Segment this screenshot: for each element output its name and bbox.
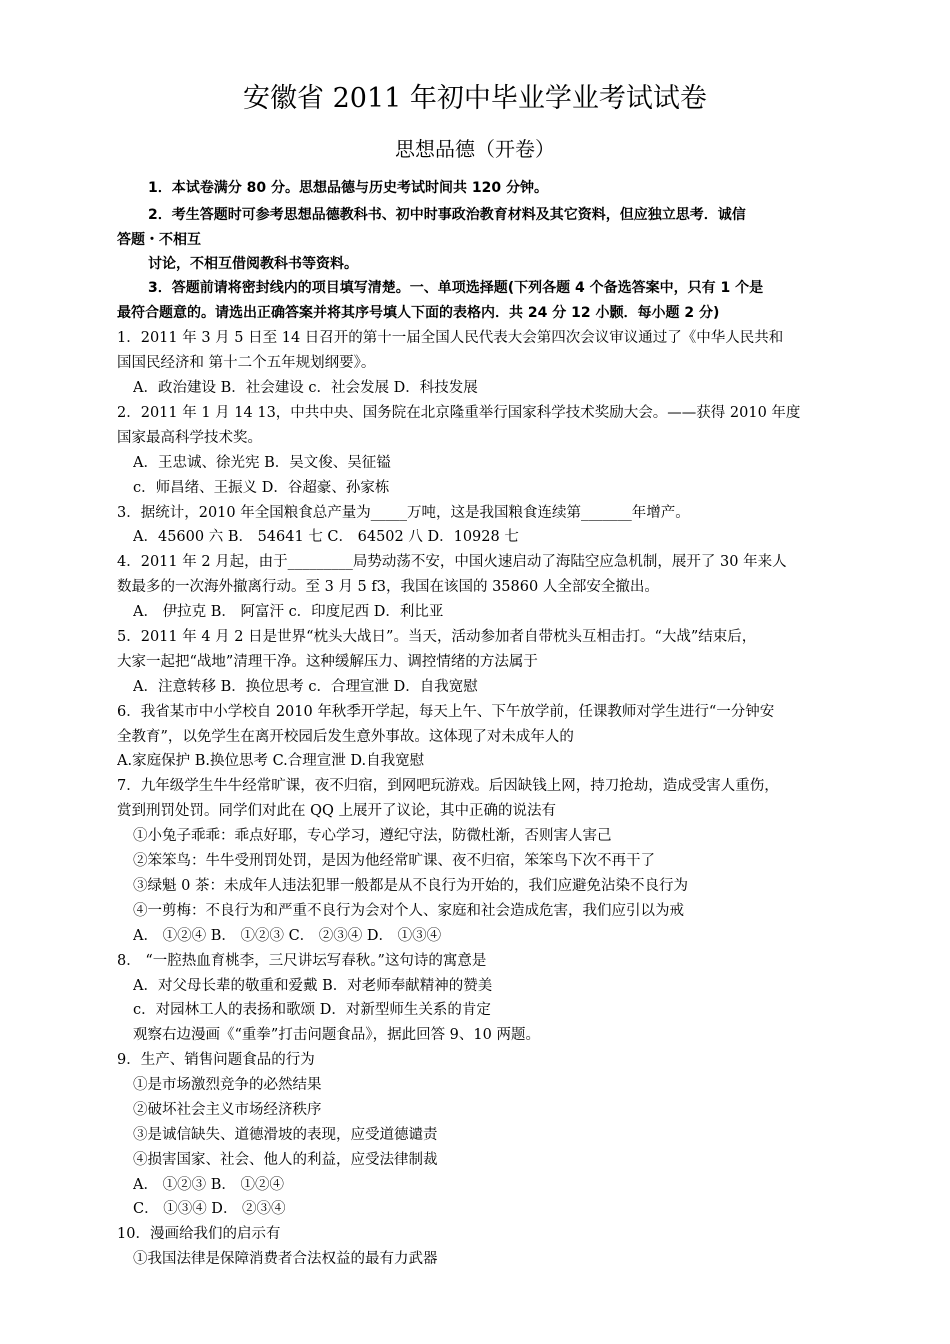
question-7-cont: 赏到刑罚处罚。同学们对此在 QQ 上展开了议论，其中正确的说法有 bbox=[117, 803, 556, 819]
question-10-statement-1: ①我国法律是保障消费者合法权益的最有力武器 bbox=[133, 1251, 438, 1267]
question-6-cont: 全教育”，以免学生在离开校园后发生意外事故。这体现了对未成年人的 bbox=[117, 729, 574, 745]
question-7-options: A． ①②④ B． ①②③ C． ②③④ D． ①③④ bbox=[133, 928, 442, 944]
question-6: 6．我省某市中小学校自 2010 年秋季开学起，每天上午、下午放学前，任课教师对学生进行“一分钟安 bbox=[117, 704, 775, 720]
instruction-3-cont: 最符合题意的。请选出正确答案并将其序号填人下面的表格内．共 24 分 12 小颢．每小题 2 分) bbox=[117, 305, 720, 321]
question-7-statement-2: ②笨笨鸟：牛牛受刑罚处罚，是因为他经常旷课、夜不归宿，笨笨鸟下次不再干了 bbox=[133, 853, 655, 869]
question-9-options-ab: A． ①②③ B． ①②④ bbox=[133, 1177, 284, 1193]
question-9-statement-3: ③是诚信缺失、道德滑坡的表现，应受道德谴责 bbox=[133, 1127, 438, 1143]
question-6-options: A.家庭保护 B.换位思考 C.合理宣泄 D.自我宽慰 bbox=[117, 753, 425, 769]
question-9-statement-4: ④损害国家、社会、他人的利益，应受法律制裁 bbox=[133, 1152, 438, 1168]
question-5: 5．2011 年 4 月 2 日是世界“枕头大战日”。当天，活动参加者自带枕头互相击打。“大战”结束后， bbox=[117, 629, 757, 645]
question-8: 8． “一腔热血育桃李，三尺讲坛写春秋。”这句诗的寓意是 bbox=[117, 953, 487, 969]
question-7-statement-1: ①小兔子乖乖：乖点好耶，专心学习，遵纪守法，防微杜渐，否则害人害己 bbox=[133, 828, 612, 844]
question-7: 7．九年级学生牛牛经常旷课，夜不归宿，到网吧玩游戏。后因缺钱上网，持刀抢劫，造成受害人重伤， bbox=[117, 778, 779, 794]
instruction-3: 3．答题前请将密封线内的项目填写清楚。一、单项选择题(下列各题 4 个备选答案中，只有 1 个是 bbox=[148, 280, 764, 296]
question-7-statement-4: ④一剪梅：不良行为和严重不良行为会对个人、家庭和社会造成危害，我们应引以为戒 bbox=[133, 903, 684, 919]
question-2-options-cd: c．师昌绪、王振义 D．谷超豪、孙家栋 bbox=[133, 480, 390, 496]
question-1: 1．2011 年 3 月 5 日至 14 日召开的第十一届全国人民代表大会第四次会议审议通过了《中华人民共和 bbox=[117, 330, 784, 346]
question-7-statement-3: ③绿魁 0 茶：未成年人违法犯罪一般都是从不良行为开始的，我们应避免沾染不良行为 bbox=[133, 878, 688, 894]
question-2-options-ab: A．王忠诚、徐光宪 B．吴文俊、吴征镒 bbox=[133, 455, 391, 471]
exam-title: 安徽省 2011 年初中毕业学业考试试卷 bbox=[243, 83, 707, 114]
question-8-options-ab: A．对父母长辈的敬重和爱戴 B．对老师奉献精神的赞美 bbox=[133, 978, 493, 994]
question-4-cont: 数最多的一次海外撤离行动。至 3 月 5 f3，我国在该国的 35860 人全部安全撤出。 bbox=[117, 579, 659, 595]
instruction-1: 1．本试卷满分 80 分。思想品德与历史考试时间共 120 分钟。 bbox=[148, 180, 548, 196]
exam-subtitle: 思想品德（开卷） bbox=[395, 137, 555, 161]
question-9: 9．生产、销售问题食品的行为 bbox=[117, 1052, 315, 1068]
cartoon-instruction: 观察右边漫画《“重拳”打击问题食品》，据此回答 9、10 两题。 bbox=[133, 1027, 540, 1043]
question-5-cont: 大家一起把“战地”清理干净。这种缓解压力、调控情绪的方法属于 bbox=[117, 654, 538, 670]
question-9-options-cd: C． ①③④ D． ②③④ bbox=[133, 1201, 286, 1217]
question-2-cont: 国家最高科学技术奖。 bbox=[117, 430, 262, 446]
question-2: 2．2011 年 1 月 14 13，中共中央、国务院在北京隆重举行国家科学技术奖励大会。——获得 2010 年度 bbox=[117, 405, 801, 421]
instruction-2-cont: 答题・不相互 bbox=[117, 232, 201, 248]
instruction-2-cont-2: 讨论，不相互借阅教科书等资料。 bbox=[148, 256, 358, 272]
question-1-options: A．政治建设 B．社会建设 c．社会发展 D．科技发展 bbox=[133, 380, 478, 396]
question-4: 4．2011 年 2 月起，由于_________局势动荡不安，中国火速启动了海陆空应急机制，展开了 30 年来人 bbox=[117, 554, 787, 570]
question-8-options-cd: c．对园林工人的表扬和歌颂 D．对新型师生关系的肯定 bbox=[133, 1002, 491, 1018]
question-1-cont: 国国民经济和 第十二个五年规划纲要》。 bbox=[117, 355, 376, 371]
question-5-options: A．注意转移 B．换位思考 c．合理宣泄 D．自我宽慰 bbox=[133, 679, 478, 695]
question-3-options: A．45600 六 B． 54641 七 C． 64502 八 D．10928 七 bbox=[133, 529, 519, 545]
question-3: 3．据统计，2010 年全国粮食总产量为_____万吨，这是我国粮食连续第_______年增产。 bbox=[117, 505, 690, 521]
question-10: 10．漫画给我们的启示有 bbox=[117, 1226, 281, 1242]
question-4-options: A． 伊拉克 B． 阿富汗 c．印度尼西 D．利比亚 bbox=[133, 604, 444, 620]
instruction-2: 2．考生答题时可参考思想品德教科书、初中时事政治教育材料及其它资料，但应独立思考．诚信 bbox=[148, 207, 746, 223]
question-9-statement-2: ②破坏社会主义市场经济秩序 bbox=[133, 1102, 322, 1118]
question-9-statement-1: ①是市场激烈竞争的必然结果 bbox=[133, 1077, 322, 1093]
